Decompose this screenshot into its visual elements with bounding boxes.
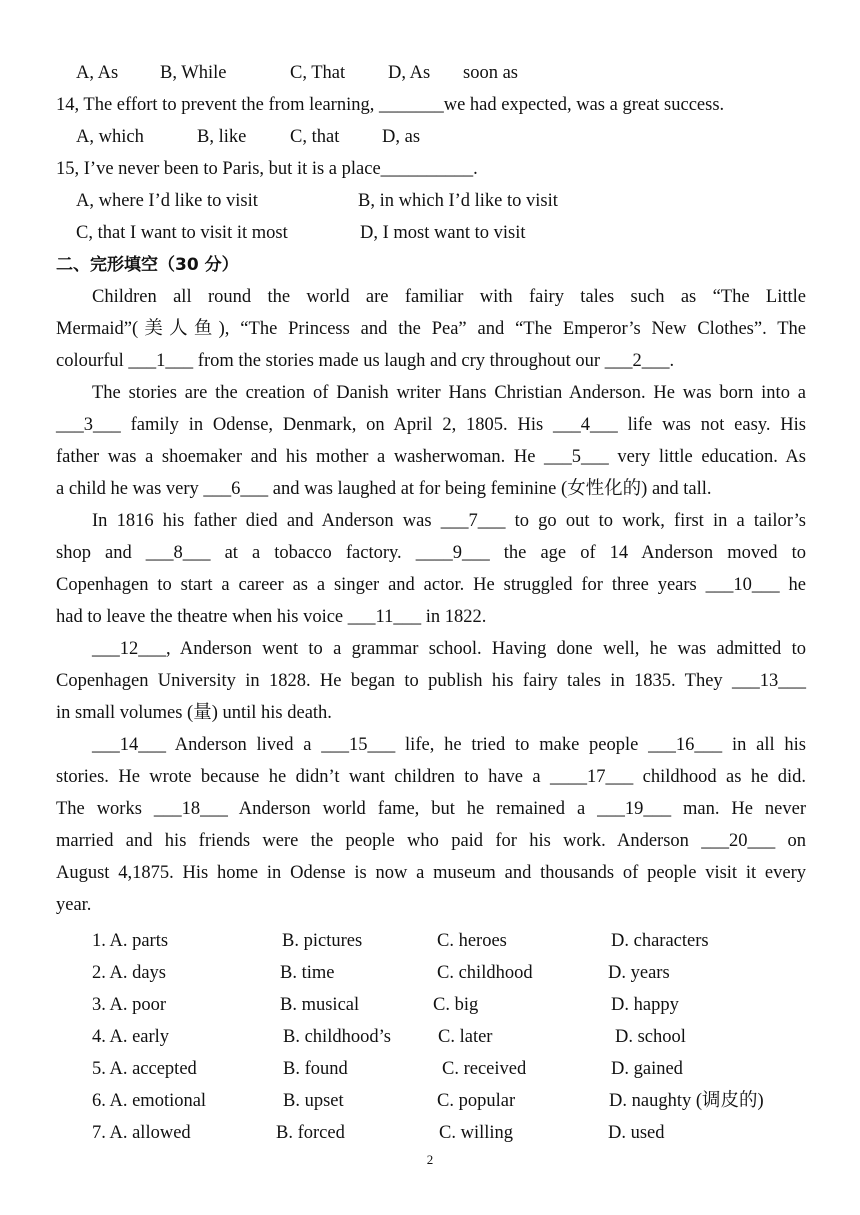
passage-line: In 1816 his father died and Anderson was ___7___ to go out to work, first in a tailor’s: [92, 511, 806, 531]
option-b: B, in which I’d like to visit: [358, 191, 558, 211]
choice-c: C. big: [433, 995, 479, 1015]
passage-line: The works ___18___ Anderson world fame, but he remained a ___19___ man. He never: [56, 799, 806, 819]
choice-a: 2. A. days: [92, 963, 166, 983]
passage-line: August 4,1875. His home in Odense is now a museum and thousands of people visit it every: [56, 863, 806, 883]
passage-line: colourful ___1___ from the stories made us laugh and cry throughout our ___2___.: [56, 351, 675, 371]
choice-d: D. gained: [611, 1059, 683, 1079]
passage-line: Mermaid”(美人鱼), “The Princess and the Pea” and “The Emperor’s New Clothes”. The: [56, 319, 806, 339]
passage-line: The stories are the creation of Danish writer Hans Christian Anderson. He was born into a: [92, 383, 806, 403]
choice-c: C. willing: [439, 1123, 514, 1143]
option-d-continued: soon as: [463, 63, 518, 83]
passage-line: Children all round the world are familiar with fairy tales such as “The Little: [92, 287, 806, 307]
passage-line: ___14___ Anderson lived a ___15___ life, he tried to make people ___16___ in all his: [92, 735, 806, 755]
option-d: D, As: [388, 63, 431, 83]
passage-line: year.: [56, 895, 92, 915]
choice-b: B. upset: [283, 1091, 344, 1111]
choice-a: 3. A. poor: [92, 995, 166, 1015]
option-c: C, That: [290, 63, 346, 83]
passage-line: in small volumes (量) until his death.: [56, 703, 332, 723]
choice-c: C. popular: [437, 1091, 516, 1111]
choice-d: D. naughty (调皮的): [609, 1091, 764, 1111]
choice-d: D. happy: [611, 995, 679, 1015]
option-a: A, As: [76, 63, 119, 83]
passage-line: Copenhagen to start a career as a singer and actor. He struggled for three years ___10___ he: [56, 575, 806, 595]
choice-a: 7. A. allowed: [92, 1123, 191, 1143]
option-d: D, as: [382, 127, 421, 147]
passage-line: married and his friends were the people who paid for his work. Anderson ___20___ on: [56, 831, 806, 851]
choice-b: B. found: [283, 1059, 348, 1079]
passage-line: a child he was very ___6___ and was laughed at for being feminine (女性化的) and tall.: [56, 479, 712, 499]
choice-a: 6. A. emotional: [92, 1091, 207, 1111]
choice-a: 4. A. early: [92, 1027, 170, 1047]
question-14-text: 14, The effort to prevent the from learning, _______we had expected, was a great success.: [56, 95, 725, 115]
choice-c: C. childhood: [437, 963, 533, 983]
choice-b: B. forced: [276, 1123, 345, 1143]
passage-line: father was a shoemaker and his mother a washerwoman. He ___5___ very little education. As: [56, 447, 806, 467]
option-c: C, that: [290, 127, 340, 147]
choice-c: C. heroes: [437, 931, 507, 951]
option-a: A, which: [76, 127, 144, 147]
passage-line: Copenhagen University in 1828. He began to publish his fairy tales in 1835. They ___13___: [56, 671, 806, 691]
passage-line: ___12___, Anderson went to a grammar school. Having done well, he was admitted to: [92, 639, 806, 659]
choice-d: D. school: [615, 1027, 686, 1047]
option-b: B, like: [197, 127, 247, 147]
option-c: C, that I want to visit it most: [76, 223, 288, 243]
choice-a: 1. A. parts: [92, 931, 169, 951]
option-b: B, While: [160, 63, 227, 83]
passage-line: shop and ___8___ at a tobacco factory. ____9___ the age of 14 Anderson moved to: [56, 543, 806, 563]
choice-b: B. musical: [280, 995, 360, 1015]
choice-d: D. characters: [611, 931, 709, 951]
question-15-text: 15, I’ve never been to Paris, but it is a place__________.: [56, 159, 478, 179]
option-a: A, where I’d like to visit: [76, 191, 258, 211]
choice-b: B. time: [280, 963, 335, 983]
section-heading: 二、完形填空（30 分）: [56, 255, 239, 275]
option-d: D, I most want to visit: [360, 223, 526, 243]
passage-line: had to leave the theatre when his voice ___11___ in 1822.: [56, 607, 487, 627]
passage-line: ___3___ family in Odense, Denmark, on April 2, 1805. His ___4___ life was not easy. His: [56, 415, 806, 435]
passage-line: stories. He wrote because he didn’t want children to have a ____17___ childhood as he did.: [56, 767, 806, 787]
choice-b: B. childhood’s: [283, 1027, 391, 1047]
choice-c: C. later: [438, 1027, 493, 1047]
choice-c: C. received: [442, 1059, 527, 1079]
choice-a: 5. A. accepted: [92, 1059, 197, 1079]
page-number: 2: [426, 1152, 434, 1167]
choice-b: B. pictures: [282, 931, 363, 951]
choice-d: D. used: [608, 1123, 665, 1143]
choice-d: D. years: [608, 963, 670, 983]
